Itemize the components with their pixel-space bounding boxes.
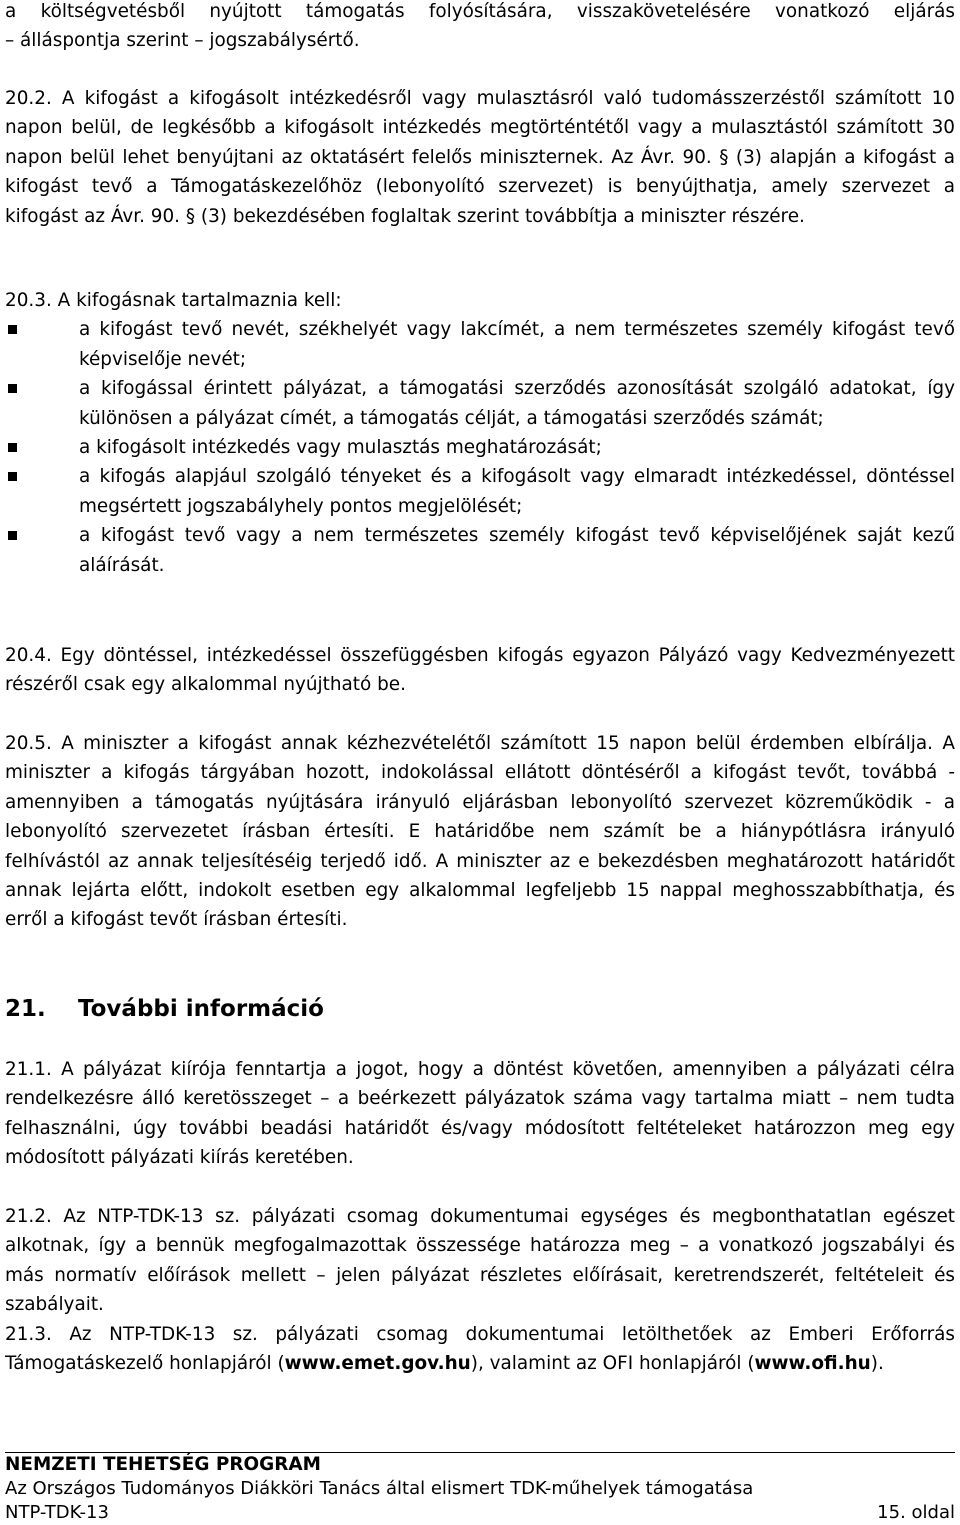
paragraph-number: 20.4. — [5, 645, 52, 666]
square-bullet-icon — [8, 531, 17, 540]
list-item — [5, 521, 955, 580]
list-item-text: a kifogást tevő nevét, székhelyét vagy lakcímét, a nem természetes személy kifogást tevő képviselője nevét; — [79, 319, 955, 370]
paragraph-text: A kifogást a kifogásolt intézkedésről vagy mulasztásról való tudomásszerzéstől számított 10 napon belül, de legkésőbb a kifogásolt intézkedés megtörténtétől vagy a mulasztástól számított 30 napon belül lehet benyújtani az oktatásért felelős miniszternek. Az Ávr. 90. § (3) alapján a kifogást a kifogást tevő a Támogatáskezelőhöz (lebonyolító szervezet) is benyújthatja, amely szervezet a kifogást az Ávr. 90. § (3) bekezdésében foglaltak szerint továbbítja a miniszter részére. — [5, 88, 955, 227]
footer-subtitle: Az Országos Tudományos Diákköri Tanács által elismert TDK-műhelyek támogatása — [5, 1478, 754, 1499]
footer-program-title: NEMZETI TEHETSÉG PROGRAM — [5, 1454, 321, 1475]
paragraph-text: A pályázat kiírója fenntartja a jogot, hogy a döntést követően, amennyiben a pályázati célra rendelkezésre álló keretösszeget – a beérkezett pályázatok száma vagy tartalma miatt – nem tudta felhasználni, úgy további beadási határidőt és/vagy módosított feltételeket határozzon meg egy módosított pályázati kiírás keretében. — [5, 1059, 955, 1169]
list-item — [5, 433, 955, 462]
list-item — [5, 462, 955, 521]
paragraph-20-5 — [5, 729, 955, 935]
continuation-line-2: – álláspontja szerint – jogszabálysértő. — [5, 30, 360, 52]
section-21-heading — [5, 994, 955, 1024]
paragraph-21-1 — [5, 1055, 955, 1173]
paragraph-number: 21.1. — [5, 1059, 52, 1080]
paragraph-number: 20.3. — [5, 290, 52, 311]
paragraph-21-3 — [5, 1320, 955, 1379]
section-title: További információ — [78, 996, 324, 1022]
requirements-list — [5, 315, 955, 580]
list-item-text: a kifogással érintett pályázat, a támogatási szerződés azonosítását szolgáló adatokat, így különösen a pályázat címét, a támogatás célját, a támogatási szerződés számát; — [79, 378, 955, 429]
paragraph-20-4 — [5, 641, 955, 700]
paragraph-number: 20.5. — [5, 733, 52, 754]
square-bullet-icon — [8, 325, 17, 334]
paragraph-text-b: ), valamint az OFI honlapjáról ( — [470, 1353, 755, 1375]
list-item-text: a kifogást tevő vagy a nem természetes személy kifogást tevő képviselőjének saját kezű aláírását. — [79, 525, 955, 576]
section-number: 21. — [5, 996, 46, 1022]
continuation-line-1: a költségvetésből nyújtott támogatás folyósítására, visszakövetelésére vonatkozó eljárás — [5, 1, 955, 22]
paragraph-intro: A kifogásnak tartalmaznia kell: — [57, 290, 342, 311]
page-number: 15. oldal — [877, 1502, 955, 1523]
paragraph-number: 21.3. — [5, 1324, 52, 1345]
list-item — [5, 315, 955, 374]
paragraph-text: A miniszter a kifogást annak kézhezvételétől számított 15 napon belül érdemben elbírálja. A miniszter a kifogás tárgyában hozott, indokolással ellátott döntéséről a kifogást tevőt, továbbá - amennyiben a támogatás nyújtására irányuló eljárásban lebonyolító szervezet közreműködik - a lebonyolító szervezetet írásban értesíti. E határidőbe nem számít be a hiánypótlásra irányuló felhívástól az annak teljesítéséig terjedő idő. A miniszter az e bekezdésben meghatározott határidőt annak lejárta előtt, indokolt esetben egy alkalommal legfeljebb 15 nappal meghosszabbíthatja, és erről a kifogást tevőt írásban értesíti. — [5, 733, 955, 931]
paragraph-20-3 — [5, 286, 955, 580]
list-item-text: a kifogás alapjául szolgáló tényeket és a kifogásolt vagy elmaradt intézkedéssel, döntéssel megsértett jogszabályhely pontos megjelölését; — [79, 466, 955, 517]
square-bullet-icon — [8, 472, 17, 481]
paragraph-20-2 — [5, 84, 955, 231]
paragraph-text-c: ). — [870, 1353, 884, 1375]
page-footer — [5, 1452, 955, 1525]
ofi-link[interactable]: www.ofi.hu — [754, 1353, 871, 1375]
paragraph-text-a: Az NTP-TDK-13 sz. pályázati csomag dokumentumai letölthetőek az Emberi Erőforrás Támogatáskezelő honlapjáról ( — [5, 1324, 955, 1375]
square-bullet-icon — [8, 443, 17, 452]
paragraph-text: Az NTP-TDK-13 sz. pályázati csomag dokumentumai egységes és megbonthatatlan egészet alkotnak, így a bennük megfogalmazottak összessége határozza meg – a vonatkozó jogszabályi és más normatív előírások mellett – jelen pályázat részletes előírásait, keretrendszerét, feltételeit és szabályait. — [5, 1206, 955, 1316]
paragraph-text: Egy döntéssel, intézkedéssel összefüggésben kifogás egyazon Pályázó vagy Kedvezményezett részéről csak egy alkalommal nyújtható be. — [5, 645, 955, 696]
list-item-text: a kifogásolt intézkedés vagy mulasztás meghatározását; — [79, 437, 602, 459]
footer-row — [5, 1501, 955, 1525]
paragraph-21-2 — [5, 1202, 955, 1320]
list-item — [5, 374, 955, 433]
continuation-paragraph — [5, 0, 955, 56]
paragraph-number: 21.2. — [5, 1206, 52, 1227]
footer-code: NTP-TDK-13 — [5, 1502, 109, 1523]
emet-link[interactable]: www.emet.gov.hu — [284, 1353, 471, 1375]
square-bullet-icon — [8, 384, 17, 393]
paragraph-number: 20.2. — [5, 88, 52, 109]
